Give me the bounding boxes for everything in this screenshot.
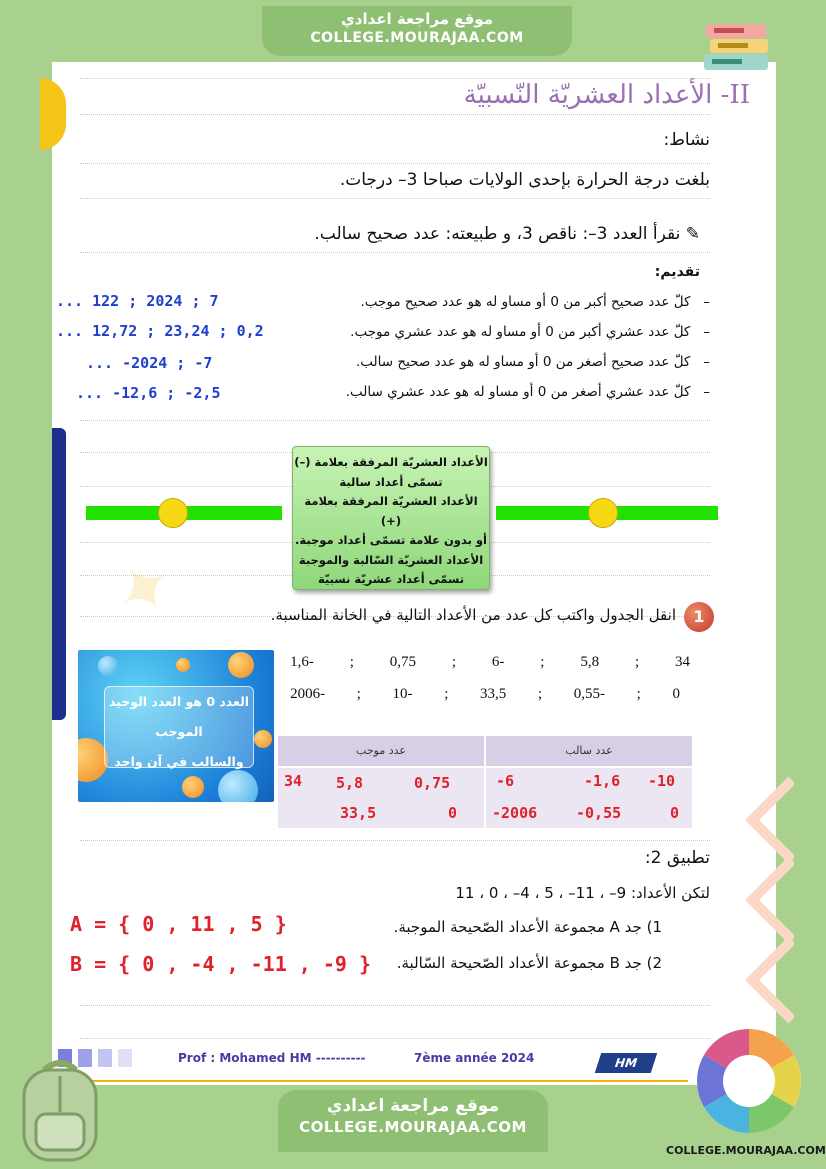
application2-intro: لتكن الأعداد: 9– ، 11– ، 5 ، 4– ، 0 ، 11 [455,884,710,902]
application2-label: تطبيق 2: [644,848,710,868]
answer-set-a: A = { 0 , 11 , 5 } [70,912,287,936]
note-text [104,686,254,768]
negative-value: -2006 [492,804,538,822]
vertical-blue-tab [52,428,66,720]
footer-logo-text: COLLEGE.MOURAJAA.COM [666,1144,826,1157]
bubble-decoration [182,776,204,798]
definition-line: تسمّى أعداد عشريّة نسبيّة [317,572,465,586]
col-header-positive [278,736,484,766]
guide-line [80,78,710,79]
guide-line [80,1005,710,1006]
bubble-decoration [254,730,272,748]
school-logo-icon [694,1026,804,1136]
pencil-icon: ✎ [680,224,700,244]
header-site-arabic: موقع مراجعة اعدادي [341,10,493,28]
col-header-negative [486,736,692,766]
bubble-decoration [228,652,254,678]
intro-item-1: – كلّ عدد صحيح أكبر من 0 أو مساو له هو عدد صحيح موجب. [360,294,710,310]
negative-value: 0 [670,804,680,822]
handwritten-answer-1: ... 122 ; 2024 ; 7 [56,292,219,310]
sign-table [278,736,692,828]
note-bubble-box [78,650,274,802]
footer-grade: 7ème année 2024 [414,1051,535,1065]
hm-badge [595,1053,657,1073]
number-cell: -1,6 [290,654,314,670]
activity-reading-text: نقرأ العدد 3–: ناقص 3، و طبيعته: عدد صحيح سالب. [314,224,681,244]
number-cell: 0,75 [389,654,416,670]
positive-value: 5,8 [336,774,364,792]
slider-knob-left [158,498,188,528]
separator: ; [349,654,354,670]
number-cell: 5,8 [580,654,600,670]
number-cell: -2006 [290,686,326,702]
intro-label: تقديم: [654,264,700,280]
footer-rule [58,1080,688,1082]
intro-item-2: – كلّ عدد عشري أكبر من 0 أو مساو له هو عدد عشري موجب. [350,324,710,340]
negative-value: -1,6 [584,772,621,790]
footer-site-banner[interactable] [278,1090,548,1152]
header-site-url: COLLEGE.MOURAJAA.COM [310,30,524,46]
section-title: II- الأعداد العشريّة النّسبيّة [463,80,750,110]
separator: ; [636,686,641,702]
chevron-decoration-icon [724,760,794,1060]
guide-line [80,840,710,841]
definition-line: أو بدون علامة تسمّى أعداد موجبة. [294,533,488,547]
question-1: 1) جد A مجموعة الأعداد الصّحيحة الموجبة. [393,918,662,936]
negative-value: -10 [648,772,676,790]
activity-reading [220,224,700,244]
activity-text: بلغت درجة الحرارة بإحدى الولايات صباحا 3– درجات. [339,170,710,190]
handwritten-answer-3: ... -2024 ; -7 [86,354,213,372]
books-stack-icon [702,18,772,78]
intro-item-3: – كلّ عدد صحيح أصغر من 0 أو مساو له هو عدد صحيح سالب. [355,354,710,370]
positive-value: 34 [284,772,303,790]
note-line: العدد 0 هو العدد الوحيد الموجب [108,694,250,739]
guide-line [80,114,710,115]
separator: ; [444,686,449,702]
col-header-negative-text: عدد سالب [565,744,613,757]
positive-value: 0 [448,804,458,822]
number-cell: -10 [392,686,413,702]
separator: ; [634,654,640,670]
footer-site-url: COLLEGE.MOURAJAA.COM [299,1118,527,1136]
definition-box [292,446,490,590]
footer-strip [58,1047,778,1073]
definition-line: تسمّى أعداد سالبة [339,474,443,489]
bubble-decoration [176,658,190,672]
definition-line: الأعداد العشريّة المرفقة بعلامة (+) [304,494,478,528]
footer-site-arabic: موقع مراجعة اعدادي [326,1096,500,1116]
bubble-decoration [98,656,118,676]
intro-item-text: كلّ عدد صحيح أكبر من 0 أو مساو له هو عدد صحيح موجب. [360,294,691,310]
footer-author: Prof : Mohamed HM ---------- [178,1051,366,1065]
number-cell: -0,55 [573,686,606,702]
activity-label: نشاط: [663,130,710,150]
header-site-banner[interactable] [262,6,572,56]
handwritten-answer-2: ... 12,72 ; 23,24 ; 0,2 [56,322,264,340]
guide-line [80,252,710,253]
intro-item-text: كلّ عدد عشري أكبر من 0 أو مساو له هو عدد عشري موجب. [350,324,691,340]
definition-line: الأعداد العشريّة المرفقة بعلامة (–) [294,455,488,469]
number-row-2 [290,686,680,703]
col-header-positive-text: عدد موجب [356,744,406,757]
negative-value: -0,55 [576,804,622,822]
guide-line [80,198,710,199]
separator: ; [540,654,545,670]
separator: ; [537,686,543,702]
intro-item-4: – كلّ عدد عشري أصغر من 0 أو مساو له هو عدد عشري سالب. [345,384,710,400]
exercise-number-badge [684,602,714,632]
number-cell: 0 [672,686,680,702]
separator: ; [451,654,457,670]
question-2: 2) جد B مجموعة الأعداد الصّحيحة السّالبة. [396,954,662,972]
frame-left [0,0,52,1169]
slider-knob-right [588,498,618,528]
number-cell: -6 [491,654,505,670]
number-row-1 [290,654,690,671]
exercise1-text: انقل الجدول واكتب كل عدد من الأعداد التالية في الخانة المناسبة. [270,606,676,624]
handwritten-answer-4: ... -12,6 ; -2,5 [76,384,221,402]
separator: ; [356,686,361,702]
positive-value: 0,75 [414,774,451,792]
negative-value: -6 [496,772,515,790]
definition-line: الأعداد العشريّة السّالبة والموجبة [298,552,484,567]
intro-item-text: كلّ عدد عشري أصغر من 0 أو مساو له هو عدد عشري سالب. [345,384,691,400]
guide-line [80,163,710,164]
note-line: والسالب في آن واحد [114,754,244,769]
hm-badge-text: HM [612,1056,640,1070]
guide-line [80,1038,710,1039]
answer-set-b: B = { 0 , -4 , -11 , -9 } [70,952,372,976]
backpack-icon [14,1056,106,1166]
number-cell: 34 [675,654,690,670]
number-cell: 33,5 [480,686,507,702]
exercise-number: 1 [693,607,705,626]
intro-item-text: كلّ عدد صحيح أصغر من 0 أو مساو له هو عدد صحيح سالب. [355,354,691,370]
positive-value: 33,5 [340,804,377,822]
watermark: ✦ [97,539,193,641]
